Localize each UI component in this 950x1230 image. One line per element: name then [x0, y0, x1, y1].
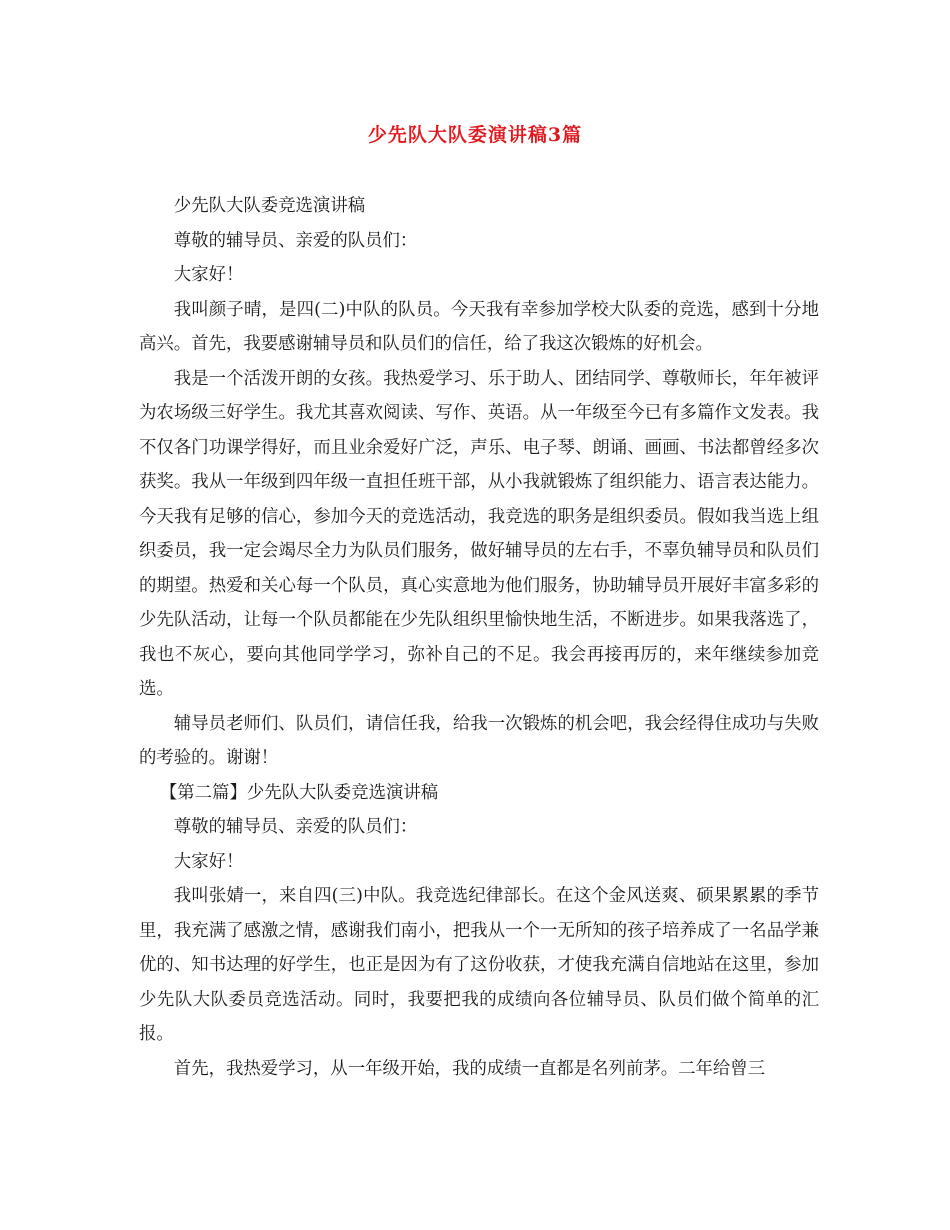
section-heading: 少先队大队委竞选演讲稿 — [173, 196, 366, 216]
section-heading-second: 【第二篇】少先队大队委竞选演讲稿 — [159, 782, 439, 803]
paragraph: 我叫张婧一，来自四(三)中队。我竞选纪律部长。在这个金风送爽、硕果累累的季节里，我充满了感激之情，感谢我们南小，把我从一个一无所知的孩子培养成了一名品学兼优的、知书达理的好学生，也正是因为有了这份收获，才使我充满自信地站在这里，参加少先队大队委员竞选活动。同时，我要把我的成绩向各位辅导员、队员们做个简单的汇报。 — [139, 886, 819, 1044]
greeting: 大家好！ — [173, 265, 244, 285]
salutation: 尊敬的辅导员、亲爱的队员们： — [173, 230, 418, 251]
document-body — [139, 189, 819, 1086]
salutation: 尊敬的辅导员、亲爱的队员们： — [173, 817, 418, 837]
paragraph: 我叫颜子晴，是四(二)中队的队员。今天我有幸参加学校大队委的竞选，感到十分地高兴。首先，我要感谢辅导员和队员们的信任，给了我这次锻炼的好机会。 — [139, 299, 819, 354]
greeting: 大家好！ — [173, 851, 244, 872]
paragraph: 我是一个活泼开朗的女孩。我热爱学习、乐于助人、团结同学、尊敬师长，年年被评为农场级三好学生。我尤其喜欢阅读、写作、英语。从一年级至今已有多篇作文发表。我不仅各门功课学得好，而且业余爱好广泛，声乐、电子琴、朗诵、画画、书法都曾经多次获奖。我从一年级到四年级一直担任班干部，从小我就锻炼了组织能力、语言表达能力。今天我有足够的信心，参加今天的竞选活动，我竞选的职务是组织委员。假如我当选上组织委员，我一定会竭尽全力为队员们服务，做好辅导员的左右手，不辜负辅导员和队员们的期望。热爱和关心每一个队员，真心实意地为他们服务，协助辅导员开展好丰富多彩的少先队活动，让每一个队员都能在少先队组织里愉快地生活，不断进步。如果我落选了，我也不灰心，要向其他同学学习，弥补自己的不足。我会再接再厉的，来年继续参加竞选。 — [139, 368, 819, 699]
document-title: 少先队大队委演讲稿3篇 — [367, 124, 583, 146]
paragraph: 辅导员老师们、队员们，请信任我，给我一次锻炼的机会吧，我会经得住成功与失败的考验的。谢谢！ — [139, 713, 819, 768]
paragraph: 首先，我热爱学习，从一年级开始，我的成绩一直都是名列前茅。二年给曾三 — [173, 1058, 766, 1079]
